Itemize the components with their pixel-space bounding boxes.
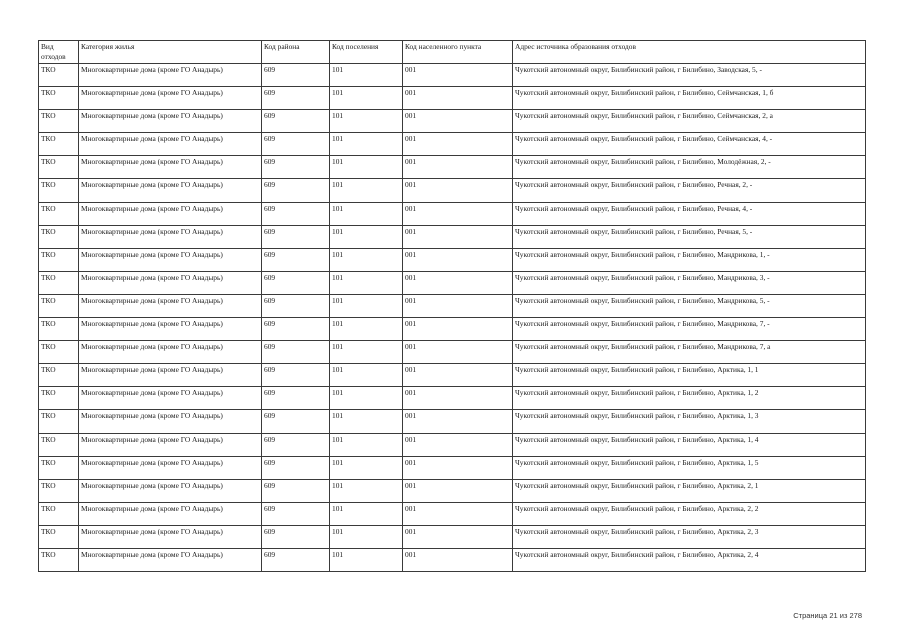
table-row xyxy=(39,479,866,502)
cell-district-code: 609 xyxy=(262,110,330,133)
cell-district-code: 609 xyxy=(262,525,330,548)
cell-settlement-code: 101 xyxy=(330,387,403,410)
cell-district-code: 609 xyxy=(262,225,330,248)
cell-housing-category: Многоквартирные дома (кроме ГО Анадырь) xyxy=(79,364,262,387)
table-row xyxy=(39,156,866,179)
cell-waste-type: ТКО xyxy=(39,387,79,410)
cell-waste-type: ТКО xyxy=(39,479,79,502)
cell-housing-category: Многоквартирные дома (кроме ГО Анадырь) xyxy=(79,456,262,479)
cell-settlement-code: 101 xyxy=(330,294,403,317)
cell-waste-type: ТКО xyxy=(39,294,79,317)
cell-locality-code: 001 xyxy=(403,271,513,294)
cell-settlement-code: 101 xyxy=(330,64,403,87)
table-row xyxy=(39,548,866,571)
cell-settlement-code: 101 xyxy=(330,456,403,479)
cell-waste-type: ТКО xyxy=(39,179,79,202)
cell-settlement-code: 101 xyxy=(330,225,403,248)
cell-waste-type: ТКО xyxy=(39,548,79,571)
table-body xyxy=(39,64,866,572)
page-label: Страница xyxy=(793,611,828,620)
table-row xyxy=(39,387,866,410)
table-row xyxy=(39,433,866,456)
cell-district-code: 609 xyxy=(262,548,330,571)
page-separator: из xyxy=(839,611,848,620)
cell-settlement-code: 101 xyxy=(330,364,403,387)
cell-source-address: Чукотский автономный округ, Билибинский район, г Билибино, Заводская, 5, - xyxy=(513,64,866,87)
header-locality-code: Код населенного пункта xyxy=(403,41,513,64)
cell-waste-type: ТКО xyxy=(39,341,79,364)
page-footer xyxy=(793,611,862,620)
table-row xyxy=(39,525,866,548)
cell-locality-code: 001 xyxy=(403,364,513,387)
cell-district-code: 609 xyxy=(262,87,330,110)
cell-locality-code: 001 xyxy=(403,318,513,341)
table-row xyxy=(39,64,866,87)
cell-source-address: Чукотский автономный округ, Билибинский район, г Билибино, Арктика, 1, 2 xyxy=(513,387,866,410)
cell-waste-type: ТКО xyxy=(39,64,79,87)
cell-source-address: Чукотский автономный округ, Билибинский район, г Билибино, Арктика, 1, 3 xyxy=(513,410,866,433)
cell-waste-type: ТКО xyxy=(39,364,79,387)
cell-settlement-code: 101 xyxy=(330,110,403,133)
cell-locality-code: 001 xyxy=(403,548,513,571)
table-row xyxy=(39,502,866,525)
cell-housing-category: Многоквартирные дома (кроме ГО Анадырь) xyxy=(79,294,262,317)
cell-source-address: Чукотский автономный округ, Билибинский район, г Билибино, Мандрикова, 5, - xyxy=(513,294,866,317)
cell-locality-code: 001 xyxy=(403,294,513,317)
cell-housing-category: Многоквартирные дома (кроме ГО Анадырь) xyxy=(79,502,262,525)
cell-housing-category: Многоквартирные дома (кроме ГО Анадырь) xyxy=(79,525,262,548)
cell-waste-type: ТКО xyxy=(39,225,79,248)
waste-sources-table xyxy=(38,40,866,572)
cell-locality-code: 001 xyxy=(403,179,513,202)
table-row xyxy=(39,179,866,202)
cell-source-address: Чукотский автономный округ, Билибинский район, г Билибино, Арктика, 1, 5 xyxy=(513,456,866,479)
header-waste-type: Вид отходов xyxy=(39,41,79,64)
cell-settlement-code: 101 xyxy=(330,202,403,225)
cell-source-address: Чукотский автономный округ, Билибинский район, г Билибино, Арктика, 1, 1 xyxy=(513,364,866,387)
cell-district-code: 609 xyxy=(262,156,330,179)
cell-waste-type: ТКО xyxy=(39,202,79,225)
cell-locality-code: 001 xyxy=(403,479,513,502)
cell-housing-category: Многоквартирные дома (кроме ГО Анадырь) xyxy=(79,202,262,225)
cell-source-address: Чукотский автономный округ, Билибинский район, г Билибино, Мандрикова, 3, - xyxy=(513,271,866,294)
cell-source-address: Чукотский автономный округ, Билибинский район, г Билибино, Мандрикова, 7, а xyxy=(513,341,866,364)
table-row xyxy=(39,294,866,317)
table-row xyxy=(39,271,866,294)
header-district-code: Код района xyxy=(262,41,330,64)
cell-locality-code: 001 xyxy=(403,502,513,525)
cell-locality-code: 001 xyxy=(403,156,513,179)
cell-waste-type: ТКО xyxy=(39,133,79,156)
cell-settlement-code: 101 xyxy=(330,548,403,571)
cell-housing-category: Многоквартирные дома (кроме ГО Анадырь) xyxy=(79,225,262,248)
cell-locality-code: 001 xyxy=(403,133,513,156)
cell-housing-category: Многоквартирные дома (кроме ГО Анадырь) xyxy=(79,64,262,87)
header-housing-category: Категория жилья xyxy=(79,41,262,64)
cell-settlement-code: 101 xyxy=(330,433,403,456)
table-row xyxy=(39,364,866,387)
cell-source-address: Чукотский автономный округ, Билибинский район, г Билибино, Арктика, 2, 4 xyxy=(513,548,866,571)
cell-source-address: Чукотский автономный округ, Билибинский район, г Билибино, Мандрикова, 1, - xyxy=(513,248,866,271)
cell-source-address: Чукотский автономный округ, Билибинский район, г Билибино, Арктика, 2, 2 xyxy=(513,502,866,525)
cell-district-code: 609 xyxy=(262,502,330,525)
table-row xyxy=(39,341,866,364)
cell-waste-type: ТКО xyxy=(39,87,79,110)
cell-waste-type: ТКО xyxy=(39,248,79,271)
cell-settlement-code: 101 xyxy=(330,318,403,341)
cell-settlement-code: 101 xyxy=(330,271,403,294)
cell-district-code: 609 xyxy=(262,410,330,433)
cell-district-code: 609 xyxy=(262,64,330,87)
cell-housing-category: Многоквартирные дома (кроме ГО Анадырь) xyxy=(79,387,262,410)
cell-source-address: Чукотский автономный округ, Билибинский район, г Билибино, Речная, 5, - xyxy=(513,225,866,248)
table-row xyxy=(39,202,866,225)
cell-settlement-code: 101 xyxy=(330,133,403,156)
cell-locality-code: 001 xyxy=(403,456,513,479)
cell-district-code: 609 xyxy=(262,433,330,456)
cell-settlement-code: 101 xyxy=(330,248,403,271)
table-row xyxy=(39,410,866,433)
table-header-row xyxy=(39,41,866,64)
cell-housing-category: Многоквартирные дома (кроме ГО Анадырь) xyxy=(79,179,262,202)
cell-locality-code: 001 xyxy=(403,341,513,364)
cell-waste-type: ТКО xyxy=(39,502,79,525)
cell-settlement-code: 101 xyxy=(330,341,403,364)
cell-housing-category: Многоквартирные дома (кроме ГО Анадырь) xyxy=(79,548,262,571)
cell-source-address: Чукотский автономный округ, Билибинский район, г Билибино, Речная, 4, - xyxy=(513,202,866,225)
table-row xyxy=(39,87,866,110)
cell-source-address: Чукотский автономный округ, Билибинский район, г Билибино, Сеймчанская, 4, - xyxy=(513,133,866,156)
cell-waste-type: ТКО xyxy=(39,271,79,294)
cell-settlement-code: 101 xyxy=(330,502,403,525)
cell-district-code: 609 xyxy=(262,341,330,364)
table-row xyxy=(39,318,866,341)
cell-housing-category: Многоквартирные дома (кроме ГО Анадырь) xyxy=(79,248,262,271)
table-row xyxy=(39,133,866,156)
cell-district-code: 609 xyxy=(262,479,330,502)
cell-district-code: 609 xyxy=(262,364,330,387)
cell-district-code: 609 xyxy=(262,294,330,317)
cell-locality-code: 001 xyxy=(403,387,513,410)
cell-locality-code: 001 xyxy=(403,433,513,456)
cell-district-code: 609 xyxy=(262,248,330,271)
cell-source-address: Чукотский автономный округ, Билибинский район, г Билибино, Сеймчанская, 2, а xyxy=(513,110,866,133)
cell-district-code: 609 xyxy=(262,318,330,341)
cell-settlement-code: 101 xyxy=(330,410,403,433)
cell-locality-code: 001 xyxy=(403,87,513,110)
cell-source-address: Чукотский автономный округ, Билибинский район, г Билибино, Арктика, 2, 3 xyxy=(513,525,866,548)
cell-source-address: Чукотский автономный округ, Билибинский район, г Билибино, Арктика, 2, 1 xyxy=(513,479,866,502)
cell-housing-category: Многоквартирные дома (кроме ГО Анадырь) xyxy=(79,433,262,456)
cell-waste-type: ТКО xyxy=(39,110,79,133)
cell-waste-type: ТКО xyxy=(39,525,79,548)
cell-source-address: Чукотский автономный округ, Билибинский район, г Билибино, Речная, 2, - xyxy=(513,179,866,202)
page-total: 278 xyxy=(849,611,862,620)
cell-source-address: Чукотский автономный округ, Билибинский район, г Билибино, Арктика, 1, 4 xyxy=(513,433,866,456)
cell-housing-category: Многоквартирные дома (кроме ГО Анадырь) xyxy=(79,133,262,156)
cell-settlement-code: 101 xyxy=(330,87,403,110)
cell-locality-code: 001 xyxy=(403,64,513,87)
cell-source-address: Чукотский автономный округ, Билибинский район, г Билибино, Молодёжная, 2, - xyxy=(513,156,866,179)
cell-waste-type: ТКО xyxy=(39,410,79,433)
cell-housing-category: Многоквартирные дома (кроме ГО Анадырь) xyxy=(79,341,262,364)
cell-district-code: 609 xyxy=(262,133,330,156)
table-row xyxy=(39,110,866,133)
cell-housing-category: Многоквартирные дома (кроме ГО Анадырь) xyxy=(79,479,262,502)
header-source-address: Адрес источника образования отходов xyxy=(513,41,866,64)
table-row xyxy=(39,225,866,248)
cell-district-code: 609 xyxy=(262,456,330,479)
cell-source-address: Чукотский автономный округ, Билибинский район, г Билибино, Мандрикова, 7, - xyxy=(513,318,866,341)
cell-settlement-code: 101 xyxy=(330,179,403,202)
cell-housing-category: Многоквартирные дома (кроме ГО Анадырь) xyxy=(79,110,262,133)
cell-housing-category: Многоквартирные дома (кроме ГО Анадырь) xyxy=(79,271,262,294)
cell-housing-category: Многоквартирные дома (кроме ГО Анадырь) xyxy=(79,156,262,179)
cell-housing-category: Многоквартирные дома (кроме ГО Анадырь) xyxy=(79,318,262,341)
cell-locality-code: 001 xyxy=(403,110,513,133)
cell-waste-type: ТКО xyxy=(39,318,79,341)
header-settlement-code: Код поселения xyxy=(330,41,403,64)
cell-settlement-code: 101 xyxy=(330,156,403,179)
page-current: 21 xyxy=(829,611,838,620)
cell-locality-code: 001 xyxy=(403,525,513,548)
cell-district-code: 609 xyxy=(262,179,330,202)
cell-settlement-code: 101 xyxy=(330,525,403,548)
cell-housing-category: Многоквартирные дома (кроме ГО Анадырь) xyxy=(79,87,262,110)
cell-locality-code: 001 xyxy=(403,248,513,271)
cell-waste-type: ТКО xyxy=(39,456,79,479)
cell-waste-type: ТКО xyxy=(39,433,79,456)
cell-locality-code: 001 xyxy=(403,225,513,248)
cell-housing-category: Многоквартирные дома (кроме ГО Анадырь) xyxy=(79,410,262,433)
cell-settlement-code: 101 xyxy=(330,479,403,502)
cell-source-address: Чукотский автономный округ, Билибинский район, г Билибино, Сеймчанская, 1, б xyxy=(513,87,866,110)
table-row xyxy=(39,248,866,271)
cell-waste-type: ТКО xyxy=(39,156,79,179)
cell-district-code: 609 xyxy=(262,271,330,294)
cell-locality-code: 001 xyxy=(403,410,513,433)
table-row xyxy=(39,456,866,479)
cell-locality-code: 001 xyxy=(403,202,513,225)
cell-district-code: 609 xyxy=(262,202,330,225)
cell-district-code: 609 xyxy=(262,387,330,410)
